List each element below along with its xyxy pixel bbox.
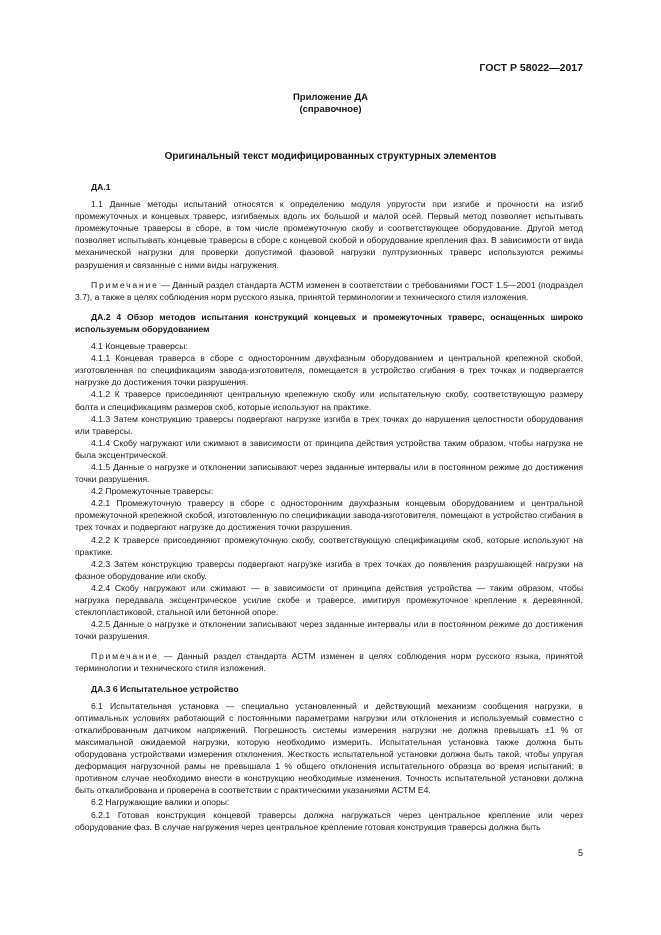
note-text: — Данный раздел стандарта АСТМ изменен в соответствии с требованиями ГОСТ 1.5—2001 (подраздел 3.7), а также в целях соблюдения норм русского языка, принятой терминологии и технического стиля изложения. <box>75 279 583 302</box>
paragraph-4-1-2: 4.1.2 К траверсе присоединяют центральную крепежную скобу или испытательную скобу, соответствующую размеру болта и спецификациям размеров скоб, которые используют на практике. <box>75 389 583 412</box>
paragraph-4-1-4: 4.1.4 Скобу нагружают или сжимают в зависимости от принципа действия устройства таким образом, чтобы нагрузка не была эксцентрической. <box>75 437 583 460</box>
appendix-label: Приложение ДА <box>292 92 369 103</box>
note-text: — Данный раздел стандарта АСТМ изменен в целях соблюдения норм русского языка, принятой терминологии и технического стиля изложения. <box>75 651 583 674</box>
section-heading-da1: ДА.1 <box>91 182 111 192</box>
paragraph-6-2-1: 6.2.1 Готовая конструкция концевой траверсы должна нагружаться через центральное крепление или через оборудование фаз. В случае нагружения через центральное крепление готовая конструкция траверсы должна быть <box>75 809 583 832</box>
section-heading-da2: ДА.2 4 Обзор методов испытания конструкций концевых и промежуточных траверс, оснащенных широко используемым оборудованием <box>75 311 583 334</box>
appendix-type: (справочное) <box>299 104 362 115</box>
page-number: 5 <box>577 848 583 858</box>
document-code: ГОСТ Р 58022—2017 <box>479 62 583 74</box>
note-label: Примечание <box>91 651 159 662</box>
paragraph-4-2-1: 4.2.1 Промежуточную траверсу в сборе с односторонним двухфазным концевым оборудованием и центральной промежуточной крепежной скобой, изготовленную по спецификации завода-изготовителя, помещают в устройство сгибания в трех точках и подвергают нагрузке до достижения точки разрушения. <box>75 498 583 533</box>
paragraph-4-2-5: 4.2.5 Данные о нагрузке и отклонении записывают через заданные интервалы или в постоянном режиме до достижения точки разрушения. <box>75 619 583 642</box>
paragraph-6-2: 6.2 Нагружающие валики и опоры: <box>91 797 230 808</box>
paragraph-4-1-3: 4.1.3 Затем конструкцию траверсы подвергают нагрузке изгиба в трех точках до нарушения целостности оборудования или траверсы. <box>75 413 583 436</box>
paragraph-6-1: 6.1 Испытательная установка — специально установленный и действующий механизм сообщения нагрузки, в оптимальных условиях работающий с постоянными параметрами нагрузки или отклонения и используемый совместно с откалиброванным датчиком напряжений. Погрешность системы измерения нагрузки не должна превышать ±1 % от максимальной ожидаемой нагрузки, которую необходимо измерить. Испытательная установка также должна быть оборудована устройствами измерения отклонения. Жесткость испытательной установки должна быть такой, чтобы упругая деформация нагрузочной рамы не превышала 1 % общего отклонения испытательного образца во время испытаний; в противном случае необходимо внести в конструкцию необходимые изменения. Точность испытательной установки должна быть откалибрована и проверена в соответствии с практическими указаниями АСТМ Е4. <box>75 700 583 796</box>
paragraph-4-2-4: 4.2.4 Скобу нагружают или сжимают — в зависимости от принципа действия устройства — таким образом, чтобы нагрузка передавала эксцентрическое усилие скобе и траверсе, имитируя промежуточное крепление к деревянной, стеклопластиковой, стальной или бетонной опоре. <box>75 582 583 618</box>
document-body <box>75 181 583 833</box>
paragraph-4-2-3: 4.2.3 Затем конструкцию траверсы подвергают нагрузке изгиба в трех точках до появления разрушающей нагрузки на фазное оборудование или скобу. <box>75 558 583 581</box>
paragraph-4-2: 4.2 Промежуточные траверсы: <box>91 486 214 497</box>
paragraph-4-2-2: 4.2.2 К траверсе присоединяют промежуточную скобу, соответствующую спецификациям скоб, которые используют на практике. <box>75 534 583 557</box>
appendix-title: Оригинальный текст модифицированных структурных элементов <box>164 151 497 162</box>
paragraph-4-1-1: 4.1.1 Концевая траверса в сборе с односторонним двухфазным оборудованием и центральной крепежной скобой, изготовленная по спецификациям завода-изготовителя, помещается в устройство сгибания в трех точках и подвергается нагрузке до достижения точки разрушения. <box>75 353 583 388</box>
paragraph-4-1-5: 4.1.5 Данные о нагрузке и отклонении записывают через заданные интервалы или в постоянном режиме до достижения точки разрушения. <box>75 461 583 485</box>
paragraph-1-1: 1.1 Данные методы испытаний относятся к определению модуля упругости при изгибе и прочности на изгиб промежуточных и концевых траверс, изгибаемых вдоль их большой и малой осей. Первый метод позволяет испытывать промежуточные траверсы в сборе, в том числе промежуточную скобу и соответствующее оборудование. Другой метод позволяет испытывать концевые траверсы в сборе с концевой скобой и оборудование крепления фаз. В зависимости от вида механической нагрузки для проверки допустимой фазовой нагрузки пултрузионных траверс используются режимы разрушения и связанные с ними виды нагружения. <box>75 199 583 270</box>
section-heading-da3: ДА.3 6 Испытательное устройство <box>91 683 239 694</box>
appendix-heading <box>0 92 661 116</box>
note-2 <box>75 650 583 674</box>
note-1 <box>75 279 583 303</box>
note-label: Примечание <box>91 279 159 290</box>
paragraph-4-1: 4.1 Концевые траверсы: <box>91 341 188 352</box>
